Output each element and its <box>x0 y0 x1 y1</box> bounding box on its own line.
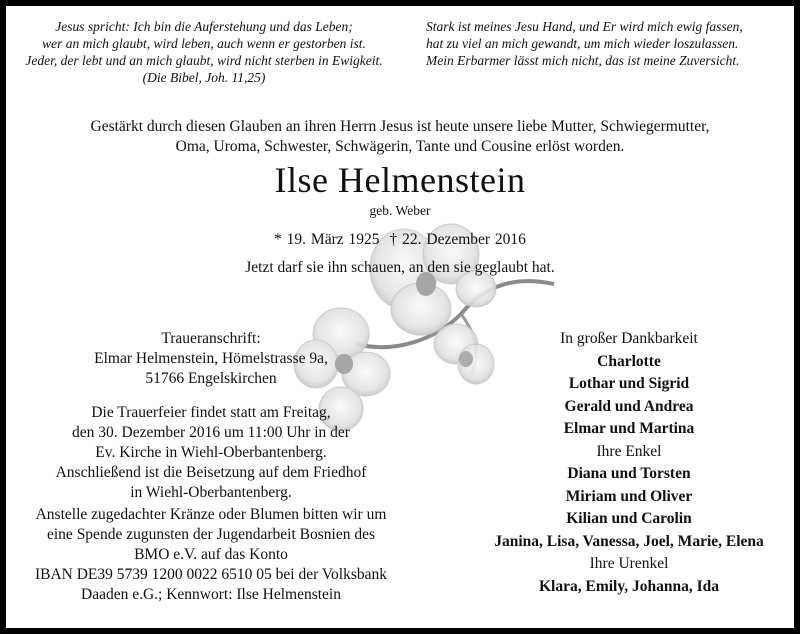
mourner-name: Kilian und Carolin <box>566 510 692 527</box>
service-line: Die Trauerfeier findet statt am Freitag, <box>91 404 331 421</box>
mourner-name: Miriam und Oliver <box>565 487 693 505</box>
verse-line: Stark ist meines Jesu Hand, und Er wird mich ewig fassen, <box>426 19 743 34</box>
bible-verse <box>10 18 398 86</box>
service-line: Ev. Kirche in Wiehl-Oberbantenberg. <box>95 444 327 461</box>
address-heading: Traueranschrift: <box>161 330 261 347</box>
verse-line: Jesus spricht: Ich bin die Auferstehung und das Leben; <box>55 19 353 34</box>
service-line: Anschließend ist die Beisetzung auf dem Friedhof <box>55 464 367 481</box>
donation-line: BMO e.V. auf das Konto <box>134 546 288 563</box>
verse-line: wer an mich glaubt, wird leben, auch wenn er gestorben ist. <box>42 36 366 51</box>
mourner-name: Elmar und Martina <box>563 420 695 437</box>
mourner-name: Gerald und Andrea <box>564 397 694 415</box>
life-dates <box>6 230 794 250</box>
donation-line: eine Spende zugunsten der Jugendarbeit Bosnien des <box>47 526 375 543</box>
donation-line: Daaden e.G.; Kennwort: Ilse Helmenstein <box>81 586 341 603</box>
deceased-name: Ilse Helmenstein <box>274 160 526 200</box>
grandchildren-label: Ihre Enkel <box>596 442 662 460</box>
verse-reference: (Die Bibel, Joh. 11,25) <box>142 70 266 85</box>
mourner-name: Charlotte <box>597 352 661 370</box>
verse-line: hat zu viel an mich gewandt, um mich wieder loszulassen. <box>426 36 739 51</box>
verse-line: Jeder, der lebt und an mich glaubt, wird nicht sterben in Ewigkeit. <box>25 53 383 68</box>
intro-line: Oma, Uroma, Schwester, Schwägerin, Tante und Cousine erlöst worden. <box>175 138 625 155</box>
death-date: † 22. Dezember 2016 <box>389 231 526 248</box>
intro-text <box>6 117 794 157</box>
mourner-name: Klara, Emily, Johanna, Ida <box>538 577 719 595</box>
obituary-card <box>6 6 794 628</box>
donation-line: IBAN DE39 5739 1200 0022 6510 05 bei der Volksbank <box>34 566 388 583</box>
mourner-name: Diana und Torsten <box>567 465 691 482</box>
birth-date: * 19. März 1925 <box>274 231 380 248</box>
donation-line: Anstelle zugedachter Kränze oder Blumen bitten wir um <box>35 506 387 523</box>
service-line: in Wiehl-Oberbantenberg. <box>130 484 292 501</box>
hymn-verse <box>426 18 743 69</box>
maiden-name: geb. Weber <box>369 203 431 218</box>
address-line: 51766 Engelskirchen <box>145 370 277 387</box>
verse-line: Mein Erbarmer lässt mich nicht, das ist meine Zuversicht. <box>426 53 740 68</box>
address-line: Elmar Helmenstein, Hömelstrasse 9a, <box>94 350 328 367</box>
mourners-list <box>484 329 774 599</box>
mourners-heading: In großer Dankbarkeit <box>560 330 698 347</box>
mourning-address <box>6 329 416 389</box>
intro-line: Gestärkt durch diesen Glauben an ihren Herrn Jesus ist heute unsere liebe Mutter, Schwiegermutter, <box>90 118 710 135</box>
memorial-motto: Jetzt darf sie ihn schauen, an den sie geglaubt hat. <box>245 259 555 276</box>
service-line: den 30. Dezember 2016 um 11:00 Uhr in der <box>72 424 350 441</box>
great-grandchildren-label: Ihre Urenkel <box>589 555 669 572</box>
funeral-service-info <box>6 403 416 503</box>
donation-request <box>6 505 416 605</box>
mourner-name: Janina, Lisa, Vanessa, Joel, Marie, Elena <box>494 532 764 550</box>
mourner-name: Lothar und Sigrid <box>568 375 690 392</box>
